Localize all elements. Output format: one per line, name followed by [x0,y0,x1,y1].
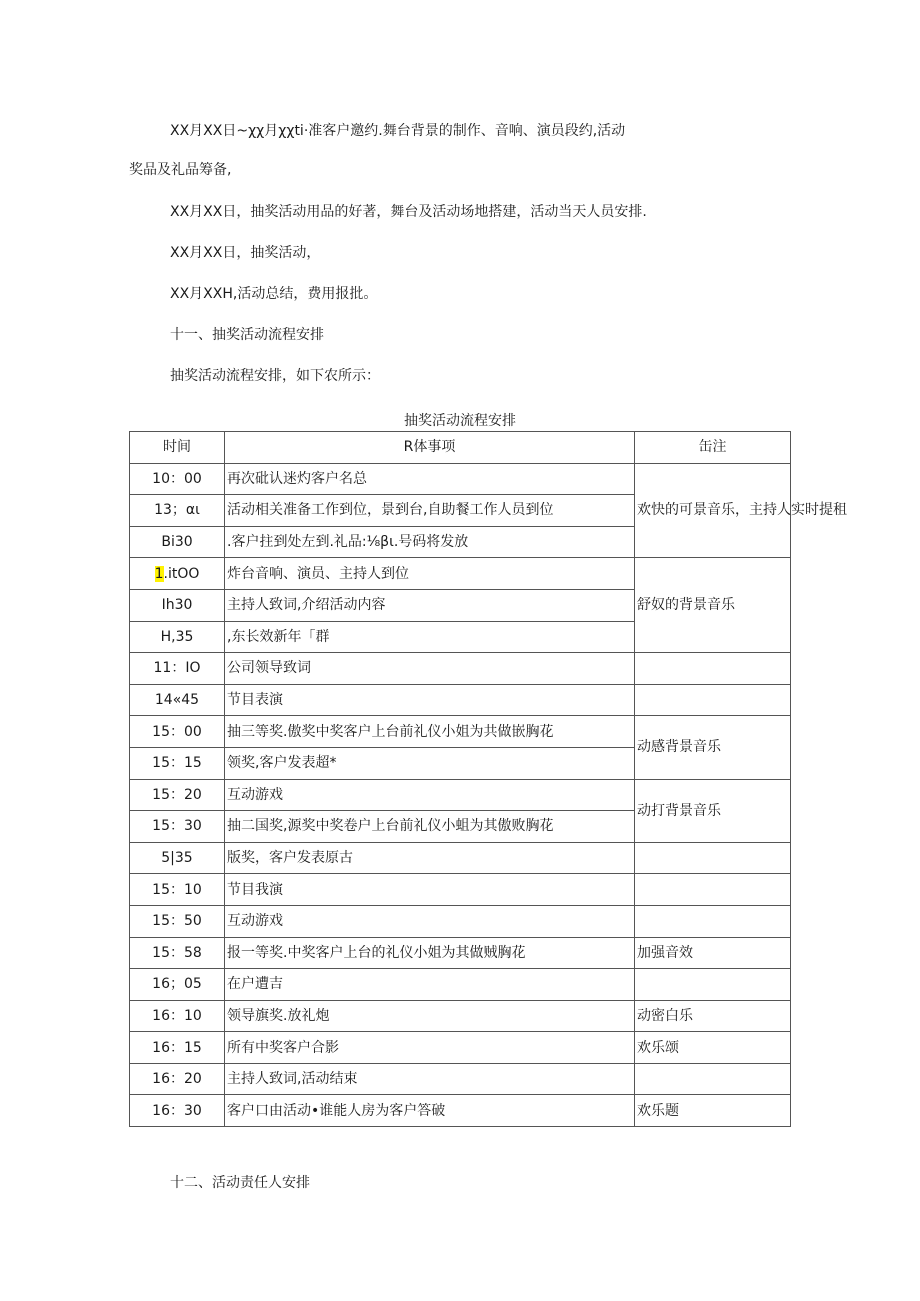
paragraph-1-cont: 奖品及礼品筹备, [129,162,232,178]
note-cell: 加强音效 [635,937,791,969]
header-time: 时间 [130,432,225,464]
note-cell-empty [635,1063,791,1095]
note-cell-empty [635,969,791,1001]
time-cell [130,558,225,590]
item-cell: 互动游戏 [225,905,635,937]
section-heading-11: 十一、抽奖活动流程安排 [170,327,324,343]
flow-table [129,431,847,1127]
note-cell: 欢快的可景音乐，主持人实时提租 [635,463,791,558]
table-row [130,558,791,590]
time-cell: 15：20 [130,779,225,811]
table-row [130,653,791,685]
highlight-mark: 1 [154,565,164,582]
note-cell: 舒奴的背景音乐 [635,558,791,653]
table-row [130,463,791,495]
time-cell: 5|35 [130,842,225,874]
note-cell: 欢乐题 [635,1095,791,1127]
table-row [130,842,791,874]
item-cell: 节目我演 [225,874,635,906]
note-cell: 动密白乐 [635,1000,791,1032]
item-cell: 在户遭吉 [225,969,635,1001]
item-cell: 节目表演 [225,684,635,716]
table-row [130,684,791,716]
time-cell: 14«45 [130,684,225,716]
paragraph-4: XX月XXH,活动总结，费用报批。 [170,286,378,302]
time-cell: Ih30 [130,589,225,621]
header-item: R体事项 [225,432,635,464]
item-cell: 领导旗奖.放礼炮 [225,1000,635,1032]
item-cell: 所有中奖客户合影 [225,1032,635,1064]
time-cell: 16：20 [130,1063,225,1095]
time-cell: Bi30 [130,526,225,558]
note-cell-empty [635,874,791,906]
table-row [130,1095,791,1127]
time-cell: H,35 [130,621,225,653]
table-row [130,969,791,1001]
time-cell: 16：15 [130,1032,225,1064]
table-caption: 抽奖活动流程安排 [404,413,516,429]
item-cell: 抽二国奖,源奖中奖卷户上台前礼仪小蛆为其傲败胸花 [225,811,635,843]
table-row [130,779,791,811]
item-cell: .客户拄到处左到.礼品:⅛βι.号码将发放 [225,526,635,558]
time-cell: 15：00 [130,716,225,748]
table-row [130,1063,791,1095]
table-row [130,716,791,748]
note-cell: 动打背景音乐 [635,779,791,842]
paragraph-2: XX月XX日，抽奖活动用品的好著，舞台及活动场地搭建，活动当天人员安排. [170,204,647,220]
note-cell-empty [635,842,791,874]
table-row [130,1032,791,1064]
table-row [130,937,791,969]
item-cell: 版奖，客户发表原古 [225,842,635,874]
time-cell: 13；αι [130,495,225,527]
item-cell: 主持人致词,活动结束 [225,1063,635,1095]
time-cell: 16；05 [130,969,225,1001]
note-cell-empty [635,905,791,937]
time-cell: 10：00 [130,463,225,495]
time-cell: 15：10 [130,874,225,906]
header-note: 缶注 [635,432,791,464]
note-cell: 动感背景音乐 [635,716,791,779]
item-cell: 领奖,客户发表超* [225,747,635,779]
time-cell: 15：30 [130,811,225,843]
note-cell: 欢乐颂 [635,1032,791,1064]
item-cell: 公司领导致词 [225,653,635,685]
item-cell: 炸台音响、演员、主持人到位 [225,558,635,590]
note-cell-empty [635,684,791,716]
table-row [130,874,791,906]
item-cell: 主持人致词,介绍活动内容 [225,589,635,621]
item-cell: 报一等奖.中奖客户上台的礼仪小姐为其做贼胸花 [225,937,635,969]
table-row [130,1000,791,1032]
paragraph-3: XX月XX日，抽奖活动， [170,245,321,261]
time-cell-rest: .itOO [163,565,200,582]
item-cell: ,东长效新年「群 [225,621,635,653]
note-cell-empty [635,653,791,685]
time-cell: 15：50 [130,905,225,937]
time-cell: 16：10 [130,1000,225,1032]
time-cell: 15：15 [130,747,225,779]
time-cell: 16：30 [130,1095,225,1127]
table-header-row [130,432,791,464]
item-cell: 再次砒认迷灼客户名总 [225,463,635,495]
item-cell: 互动游戏 [225,779,635,811]
item-cell: 抽三等奖.傲奖中奖客户上台前礼仪小姐为共做嵌胸花 [225,716,635,748]
table-row [130,905,791,937]
time-cell: 15：58 [130,937,225,969]
paragraph-1: XX月XX日~χχ月χχti·准客户邀约.舞台背景的制作、音响、演员段约,活动 [170,123,626,139]
item-cell: 活动相关准备工作到位，景到台,自助餐工作人员到位 [225,495,635,527]
table-intro: 抽奖活动流程安排，如下农所示： [170,368,380,384]
item-cell: 客户口由活动•谁能人房为客户答破 [225,1095,635,1127]
section-heading-12: 十二、活动责任人安排 [170,1175,310,1191]
time-cell: 11：IO [130,653,225,685]
